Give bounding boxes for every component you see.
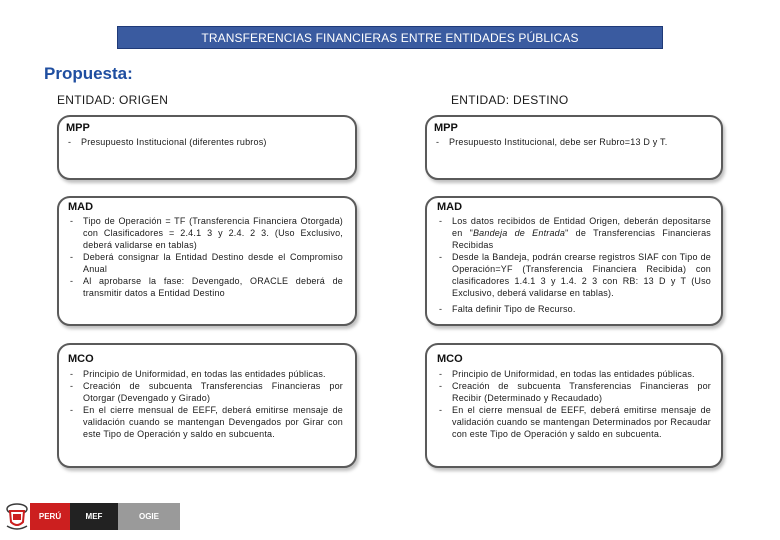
- list-item: - En el cierre mensual de EEFF, deberá emitirse mensaje de validación cuando se mantengan Devengados por Girar con este Tipo de Operación y saldo en subcuenta.: [68, 404, 343, 440]
- destination-mad-list: [437, 215, 711, 315]
- list-item: - Al aprobarse la fase: Devengado, ORACLE deberá de transmitir datos a Entidad Destino: [68, 275, 343, 299]
- peru-logo-tile: PERÚ: [30, 503, 70, 530]
- mef-logo-tile: MEF: [70, 503, 118, 530]
- list-item: - Desde la Bandeja, podrán crearse registros SIAF con Tipo de Operación=YF (Transferencia Financiera Recibida) con clasificadores 1.4.1 3 y 1.4. 2 3 con RB: 13 D y T (Uso Exclusivo, deberá validarse en tablas).: [437, 251, 711, 299]
- list-item: [437, 215, 711, 251]
- origin-mco-list: [68, 368, 343, 440]
- list-item: - Falta definir Tipo de Recurso.: [437, 303, 711, 315]
- slide-title: TRANSFERENCIAS FINANCIERAS ENTRE ENTIDADES PÚBLICAS: [117, 26, 663, 49]
- list-item: - Principio de Uniformidad, en todas las entidades públicas.: [437, 368, 711, 380]
- destination-column-heading: ENTIDAD: DESTINO: [451, 93, 569, 107]
- list-item: - Tipo de Operación = TF (Transferencia Financiera Otorgada) con Clasificadores = 2.4.1 3 y 2.4. 2 3. (Uso Exclusivo, deberá validarse en tablas): [68, 215, 343, 251]
- list-item: - En el cierre mensual de EEFF, deberá emitirse mensaje de validación cuando se mantengan Determinados por Recaudar con este Tipo de Operación y saldo en subcuenta.: [437, 404, 711, 440]
- mad-item-text-before: Los datos recibidos de Entidad Origen, deberán depositarse en ": [452, 216, 711, 238]
- origin-mpp-label: MPP: [66, 122, 90, 134]
- origin-mpp-list: [66, 136, 351, 148]
- list-item: - Deberá consignar la Entidad Destino desde el Compromiso Anual: [68, 251, 343, 275]
- origin-mco-label: MCO: [68, 353, 94, 365]
- list-item: - Principio de Uniformidad, en todas las entidades públicas.: [68, 368, 343, 380]
- mad-item-text-after: " de Transferencias Financieras Recibidas: [452, 228, 711, 250]
- origin-mad-label: MAD: [68, 201, 94, 213]
- destination-mpp-list: [434, 136, 716, 148]
- list-item: - Presupuesto Institucional, debe ser Rubro=13 D y T.: [434, 136, 716, 148]
- list-item: - Creación de subcuenta Transferencias Financieras por Recibir (Determinado y Recaudado): [437, 380, 711, 404]
- ogie-logo-tile: OGIE: [118, 503, 180, 530]
- list-item: - Creación de subcuenta Transferencias Financieras por Otorgar (Devengado y Girado): [68, 380, 343, 404]
- proposal-heading: Propuesta:: [44, 64, 133, 83]
- list-item: - Presupuesto Institucional (diferentes rubros): [66, 136, 351, 148]
- origin-column-heading: ENTIDAD: ORIGEN: [57, 93, 169, 107]
- destination-mad-label: MAD: [437, 201, 463, 213]
- bandeja-emphasis: Bandeja de Entrada: [472, 228, 566, 238]
- coat-of-arms-icon: [4, 500, 30, 532]
- origin-mad-list: [68, 215, 343, 299]
- destination-mpp-label: MPP: [434, 122, 458, 134]
- destination-mco-label: MCO: [437, 353, 463, 365]
- destination-mco-list: [437, 368, 711, 440]
